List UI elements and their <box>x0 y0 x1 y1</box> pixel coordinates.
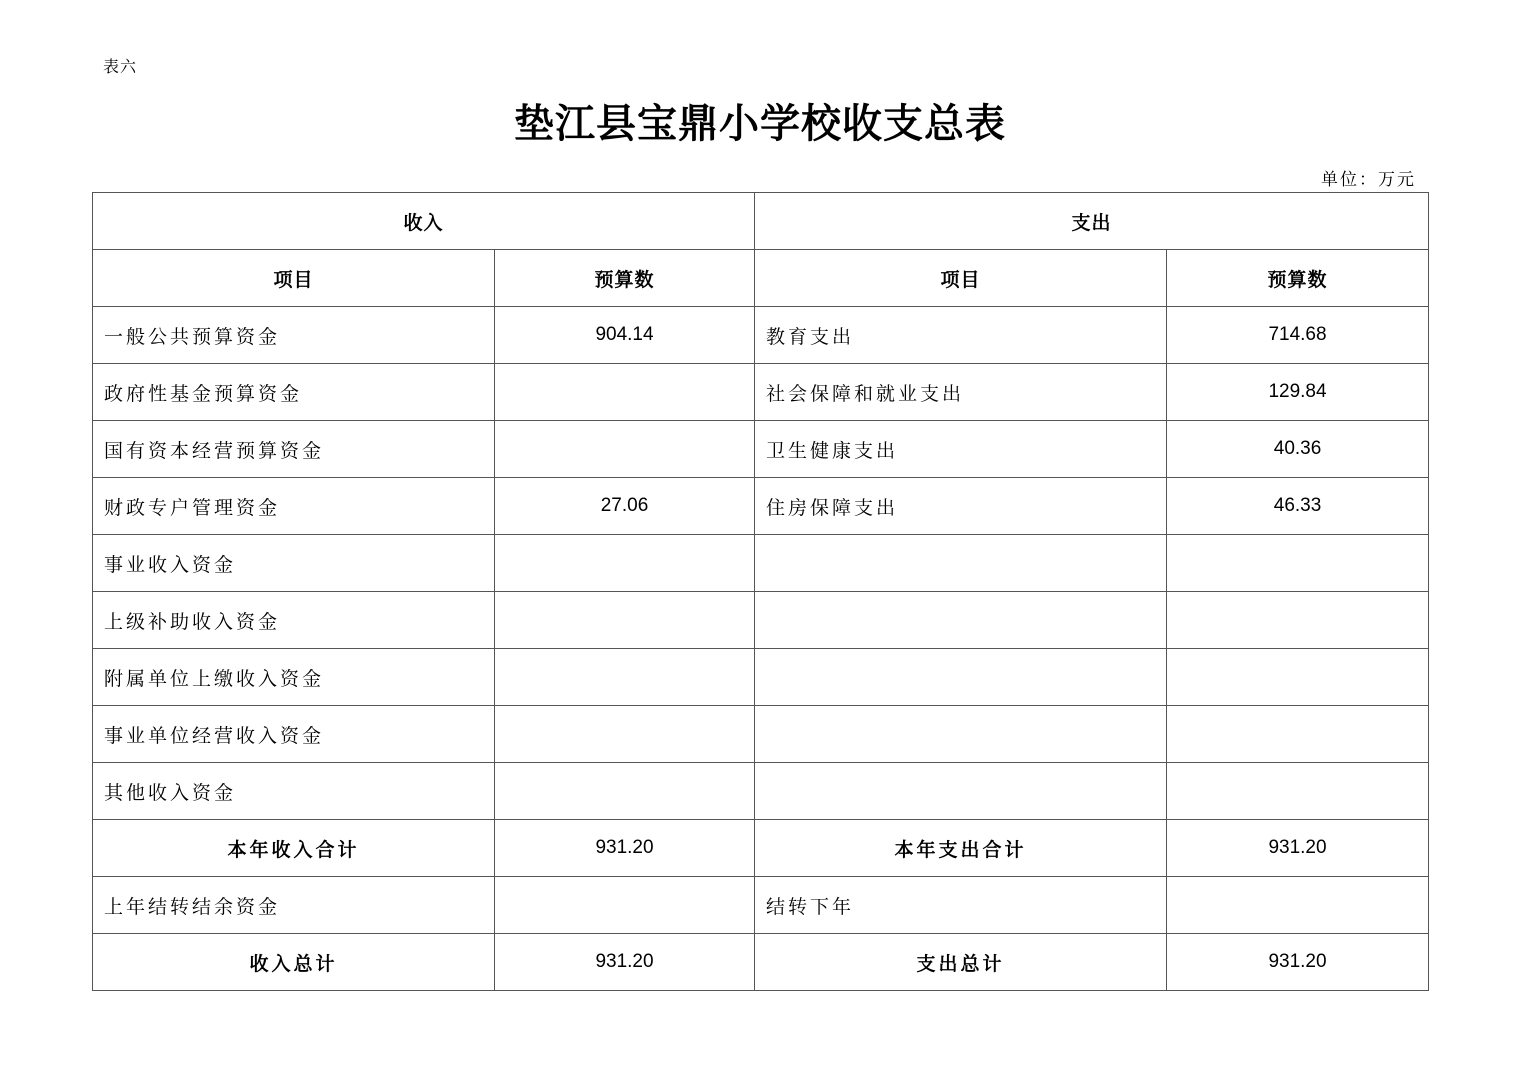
table-row <box>93 307 1429 364</box>
expense-value: 129.84 <box>1167 364 1429 421</box>
income-item: 政府性基金预算资金 <box>93 364 495 421</box>
year-expense-total-value: 931.20 <box>1167 820 1429 877</box>
expense-value <box>1167 763 1429 820</box>
table-row <box>93 478 1429 535</box>
carryover-expense-label: 结转下年 <box>755 877 1167 934</box>
expense-value <box>1167 535 1429 592</box>
income-value <box>495 364 755 421</box>
carryover-income-value <box>495 877 755 934</box>
year-expense-total-label: 本年支出合计 <box>755 820 1167 877</box>
income-section-header: 收入 <box>93 193 755 250</box>
page-title: 垫江县宝鼎小学校收支总表 <box>514 100 1006 147</box>
income-item: 财政专户管理资金 <box>93 478 495 535</box>
income-value <box>495 763 755 820</box>
year-total-row <box>93 820 1429 877</box>
year-income-total-value: 931.20 <box>495 820 755 877</box>
expense-grand-total-value: 931.20 <box>1167 934 1429 991</box>
income-value: 27.06 <box>495 478 755 535</box>
income-item: 其他收入资金 <box>93 763 495 820</box>
income-item: 事业单位经营收入资金 <box>93 706 495 763</box>
income-item: 事业收入资金 <box>93 535 495 592</box>
expense-item <box>755 763 1167 820</box>
carryover-expense-value <box>1167 877 1429 934</box>
expense-item <box>755 535 1167 592</box>
income-item: 上级补助收入资金 <box>93 592 495 649</box>
expense-item <box>755 706 1167 763</box>
table-row <box>93 592 1429 649</box>
income-item: 国有资本经营预算资金 <box>93 421 495 478</box>
income-grand-total-label: 收入总计 <box>93 934 495 991</box>
section-header-row <box>93 193 1429 250</box>
expense-budget-column-header: 预算数 <box>1167 250 1429 307</box>
expense-grand-total-label: 支出总计 <box>755 934 1167 991</box>
carryover-income-label: 上年结转结余资金 <box>93 877 495 934</box>
carryover-row <box>93 877 1429 934</box>
expense-value: 40.36 <box>1167 421 1429 478</box>
income-grand-total-value: 931.20 <box>495 934 755 991</box>
income-item-column-header: 项目 <box>93 250 495 307</box>
income-value <box>495 535 755 592</box>
expense-section-header: 支出 <box>755 193 1429 250</box>
table-row <box>93 706 1429 763</box>
income-budget-column-header: 预算数 <box>495 250 755 307</box>
expense-item: 教育支出 <box>755 307 1167 364</box>
expense-item: 住房保障支出 <box>755 478 1167 535</box>
budget-summary-table <box>92 192 1429 991</box>
income-item: 附属单位上缴收入资金 <box>93 649 495 706</box>
column-header-row <box>93 250 1429 307</box>
table-row <box>93 364 1429 421</box>
income-item: 一般公共预算资金 <box>93 307 495 364</box>
expense-item <box>755 592 1167 649</box>
income-value <box>495 421 755 478</box>
expense-value <box>1167 592 1429 649</box>
table-row <box>93 649 1429 706</box>
income-value <box>495 649 755 706</box>
expense-item <box>755 649 1167 706</box>
year-income-total-label: 本年收入合计 <box>93 820 495 877</box>
table-row <box>93 763 1429 820</box>
expense-item: 社会保障和就业支出 <box>755 364 1167 421</box>
income-value: 904.14 <box>495 307 755 364</box>
expense-item: 卫生健康支出 <box>755 421 1167 478</box>
expense-value: 46.33 <box>1167 478 1429 535</box>
income-value <box>495 706 755 763</box>
table-row <box>93 421 1429 478</box>
expense-value: 714.68 <box>1167 307 1429 364</box>
expense-value <box>1167 706 1429 763</box>
table-number-label: 表六 <box>103 57 138 76</box>
income-value <box>495 592 755 649</box>
table-row <box>93 535 1429 592</box>
expense-value <box>1167 649 1429 706</box>
grand-total-row <box>93 934 1429 991</box>
unit-label: 单位：万元 <box>1321 170 1416 190</box>
expense-item-column-header: 项目 <box>755 250 1167 307</box>
